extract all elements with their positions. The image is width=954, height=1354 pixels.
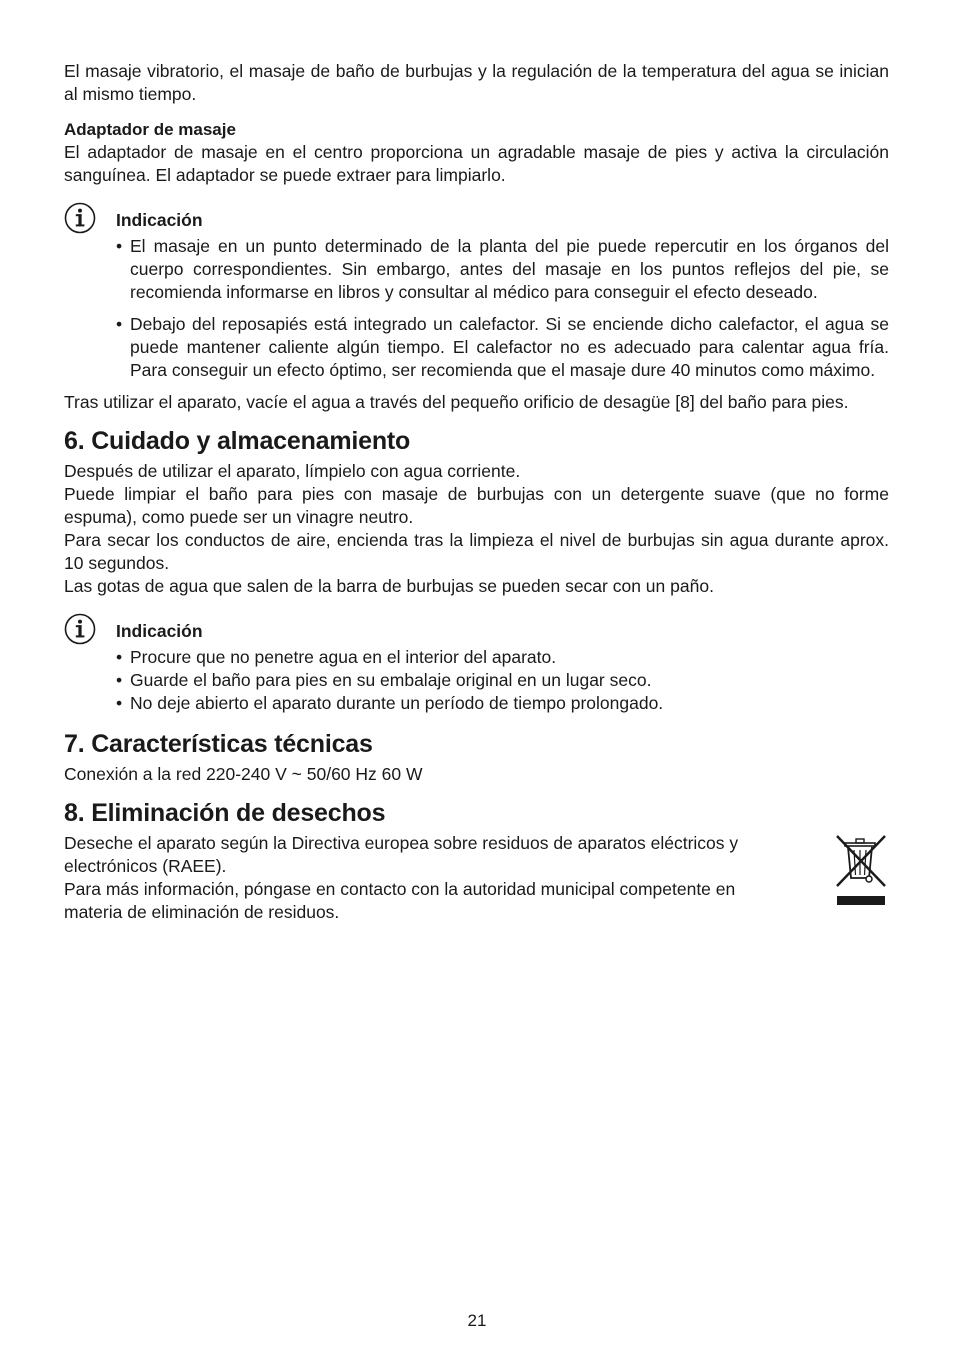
list-item: • Guarde el baño para pies en su embalaje original en un lugar seco. bbox=[116, 670, 652, 690]
section-line: Para más información, póngase en contacto con la autoridad municipal competente en materia de eliminación de residuos. bbox=[64, 879, 736, 922]
section-heading: 7. Características técnicas bbox=[64, 730, 373, 758]
section-cuidado bbox=[64, 426, 889, 598]
list-item: • El masaje en un punto determinado de la planta del pie puede repercutir en los órganos del cuerpo correspondientes. Sin embargo, antes del masaje en los puntos reflejos del pie, se recomienda informarse en libros y consultar al médico para conseguir el efecto deseado. bbox=[116, 236, 889, 302]
section-line: Para secar los conductos de aire, encienda tras la limpieza el nivel de burbujas sin agua durante aprox. 10 segundos. bbox=[64, 530, 889, 573]
note-indicacion-1 bbox=[64, 209, 889, 382]
list-item: • Debajo del reposapiés está integrado un calefactor. Si se enciende dicho calefactor, el agua se puede mantener caliente algún tiempo. El calefactor no es adecuado para calentar agua fría. Para conseguir un efecto óptimo, ser recomienda que el masaje dure 40 minutos como máximo. bbox=[116, 314, 889, 380]
note-title: Indicación bbox=[116, 621, 203, 641]
note-title: Indicación bbox=[116, 210, 203, 230]
info-icon bbox=[64, 613, 96, 645]
document-page bbox=[64, 60, 889, 924]
note-indicacion-2 bbox=[64, 620, 889, 715]
info-icon bbox=[64, 202, 96, 234]
list-item: • Procure que no penetre agua en el interior del aparato. bbox=[116, 647, 557, 667]
section-line: Deseche el aparato según la Directiva europea sobre residuos de aparatos eléctricos y electrónicos (RAEE). bbox=[64, 833, 739, 876]
list-item: • No deje abierto el aparato durante un período de tiempo prolongado. bbox=[116, 693, 664, 713]
note-bullet-list bbox=[116, 235, 889, 382]
adapter-heading: Adaptador de masaje bbox=[64, 120, 236, 139]
disposal-block bbox=[64, 832, 889, 924]
section-line: Después de utilizar el aparato, límpielo con agua corriente. bbox=[64, 461, 521, 481]
note-bullet-list bbox=[116, 646, 889, 715]
intro-paragraph: El masaje vibratorio, el masaje de baño de burbujas y la regulación de la temperatura del agua se inician al mismo tiempo. bbox=[64, 61, 889, 104]
after-use-paragraph: Tras utilizar el aparato, vacíe el agua a través del pequeño orificio de desagüe [8] del baño para pies. bbox=[64, 392, 849, 412]
page-number: 21 bbox=[467, 1311, 487, 1330]
adapter-paragraph: El adaptador de masaje en el centro proporciona un agradable masaje de pies y activa la circulación sanguínea. El adaptador se puede extraer para limpiarlo. bbox=[64, 142, 889, 185]
section-heading: 6. Cuidado y almacenamiento bbox=[64, 427, 411, 455]
weee-crossed-bin-icon bbox=[833, 834, 889, 906]
section-line: Conexión a la red 220-240 V ~ 50/60 Hz 60 W bbox=[64, 764, 423, 784]
section-eliminacion bbox=[64, 798, 889, 924]
section-line: Puede limpiar el baño para pies con masaje de burbujas con un detergente suave (que no forme espuma), como puede ser un vinagre neutro. bbox=[64, 484, 889, 527]
section-line: Las gotas de agua que salen de la barra de burbujas se pueden secar con un paño. bbox=[64, 576, 714, 596]
section-caracteristicas bbox=[64, 729, 889, 786]
section-heading: 8. Eliminación de desechos bbox=[64, 799, 386, 827]
